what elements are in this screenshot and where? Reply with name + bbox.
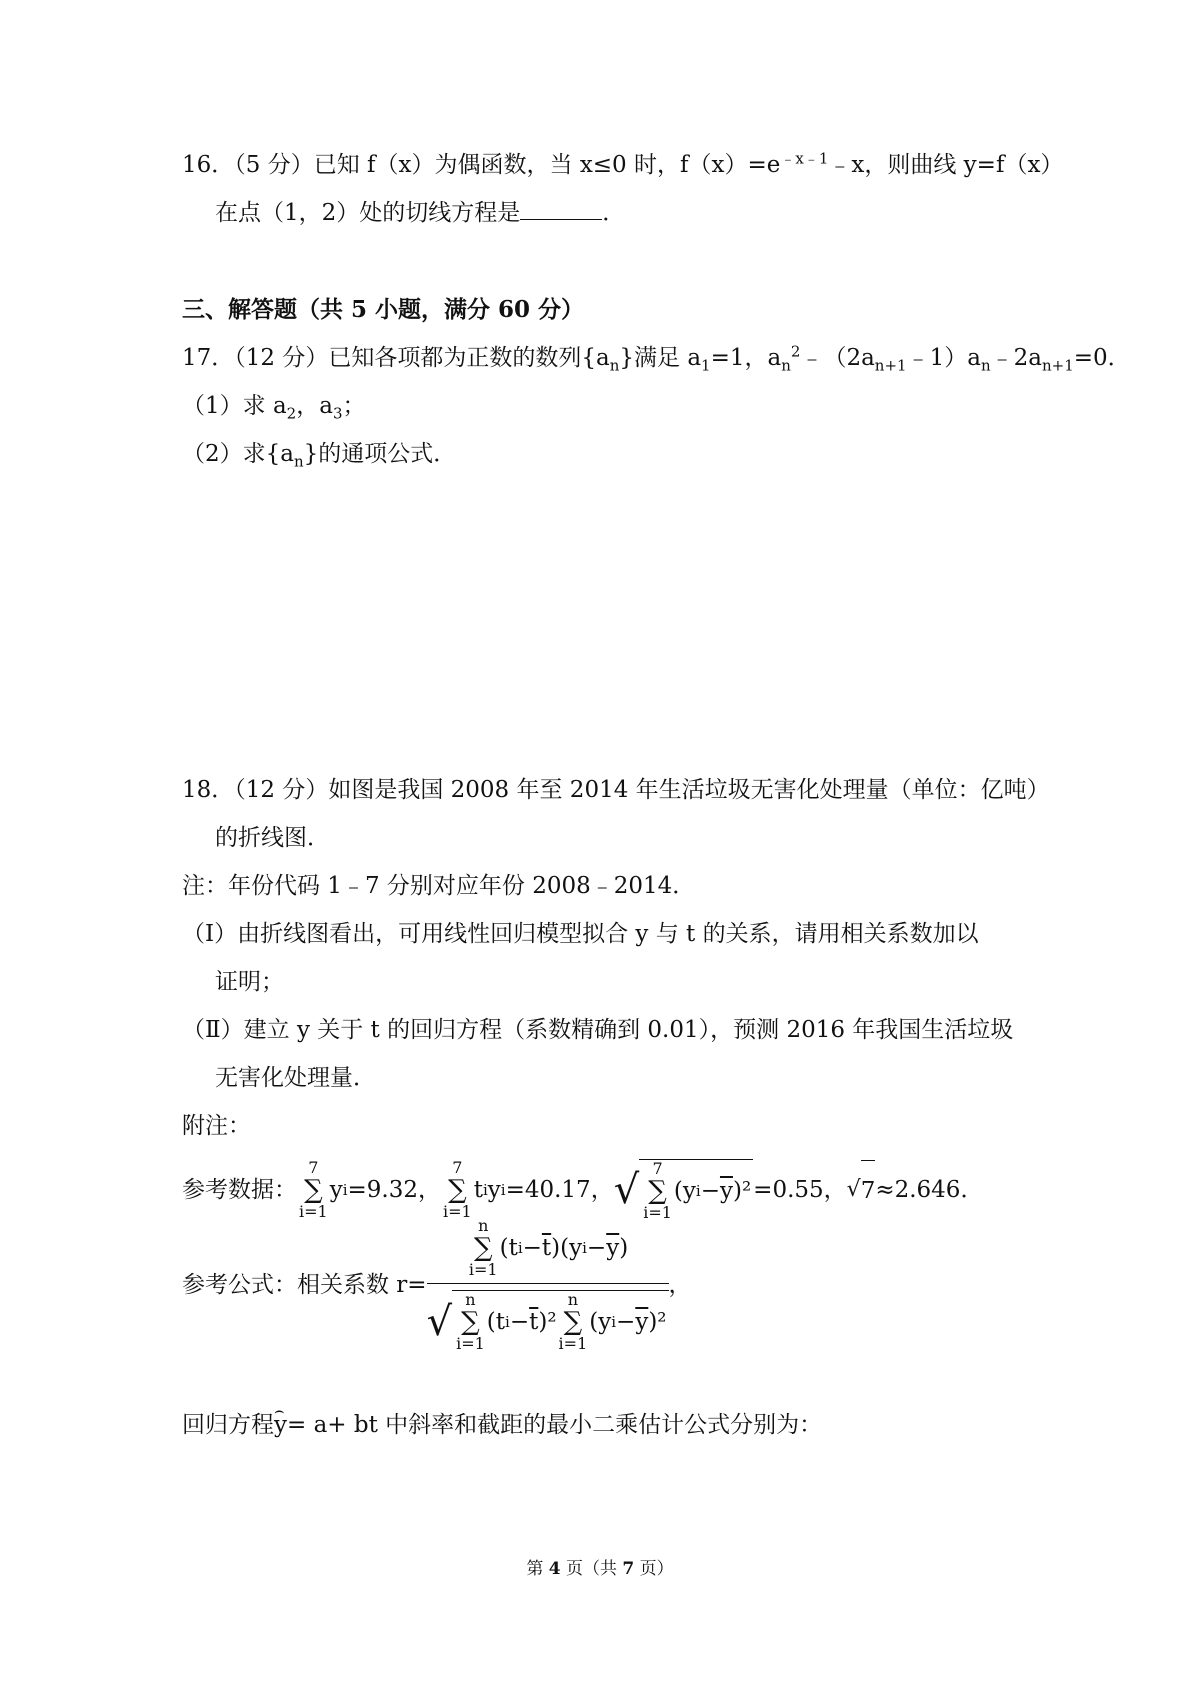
den-t-bar: $\overline{t}$ <box>529 1309 539 1335</box>
data3-minus: − <box>700 1177 720 1204</box>
data1-val: =9.32， <box>347 1177 441 1203</box>
answer-blank <box>520 199 602 220</box>
ref-formula-line <box>182 1216 692 1353</box>
sum-symbol <box>559 1291 588 1353</box>
q17-sup: 2 <box>790 342 801 361</box>
sum-top: 7 <box>452 1158 463 1177</box>
regression-eq: = a+ bt <box>287 1412 378 1438</box>
q17-stem-e: ﹣1）a <box>906 345 981 371</box>
sigma-icon: ∑ <box>461 1307 480 1337</box>
q17-sub: 1 <box>701 356 711 375</box>
num-close: ) <box>619 1235 629 1261</box>
q18-part2-a: （Ⅱ）建立 y 关于 t 的回归方程（系数精确到 0.01），预测 2016 年我国生活垃圾 <box>182 1017 1014 1043</box>
sqrt7-val: ≈2.646． <box>875 1177 984 1203</box>
num-y-bar: $\overline{y}$ <box>606 1235 620 1261</box>
sum-top: n <box>567 1290 579 1309</box>
regression-y-hat: ⌢ y <box>274 1410 287 1440</box>
correlation-fraction <box>427 1217 669 1353</box>
q16-text-b: ﹣x，则曲线 y=f（x） <box>828 152 1064 178</box>
den-y: (y <box>589 1309 612 1335</box>
radical-icon: √ <box>426 1298 453 1345</box>
q17-stem-b: }满足 a <box>619 345 702 371</box>
q16-line-2 <box>215 198 625 228</box>
sqrt7: 7 <box>861 1160 876 1221</box>
sum-symbol <box>643 1160 672 1222</box>
regression-label: 回归方程 <box>182 1412 274 1438</box>
q18-part1-b: 证明； <box>215 969 284 995</box>
den-y-minus: − <box>616 1309 636 1335</box>
q18-stem-1: 18．（12 分）如图是我国 2008 年至 2014 年生活垃圾无害化处理量（单位：亿吨） <box>182 777 1050 803</box>
sum-symbol <box>456 1291 485 1353</box>
footer-text-b: 页（共 <box>560 1559 623 1579</box>
sum-symbol <box>443 1159 472 1221</box>
num-y: )(y <box>551 1235 583 1261</box>
q17-stem-d: ﹣（2a <box>800 345 875 371</box>
sum-bottom: i=1 <box>456 1334 485 1353</box>
q17-part2-b: }的通项公式． <box>303 441 457 467</box>
sum-bottom: i=1 <box>443 1202 472 1221</box>
q18-part1-a: （Ⅰ）由折线图看出，可用线性回归模型拟合 y 与 t 的关系，请用相关系数加以 <box>182 921 979 947</box>
q17-sub: n+1 <box>874 356 907 375</box>
data2: t <box>473 1177 483 1203</box>
sigma-icon: ∑ <box>448 1175 467 1205</box>
data3-term: (y <box>673 1177 696 1204</box>
sum-bottom: i=1 <box>643 1202 672 1222</box>
page-footer <box>0 1554 1200 1579</box>
ref-data-line: 参考数据： 7 ∑ i=1 y i =9.32， 7 ∑ i=1 t i y i =40.17， √ 7 ∑ i=1 (y i − $\overline{y}$ )² =0.55， √ 7 ≈2.646． <box>182 1158 984 1222</box>
data3-val: =0.55， <box>753 1177 847 1203</box>
q17-sub: 2 <box>286 404 297 423</box>
q16-text-a: 16．（5 分）已知 f（x）为偶函数，当 x≤0 时，f（x）=e <box>182 152 781 178</box>
q18-appendix: 附注： <box>182 1113 251 1139</box>
regression-text: 中斜率和截距的最小二乘估计公式分别为： <box>377 1412 823 1438</box>
formula-comma: ， <box>668 1272 692 1298</box>
section-title: 三、解答题（共 5 小题，满分 60 分） <box>182 296 585 323</box>
q18-note: 注：年份代码 1﹣7 分别对应年份 2008﹣2014． <box>182 873 696 899</box>
q16-period: ． <box>602 200 626 226</box>
sum-symbol <box>469 1217 498 1279</box>
q17-stem <box>182 343 1131 373</box>
q17-part-2 <box>182 439 456 469</box>
footer-page: 4 <box>548 1559 561 1579</box>
den-t-close: )² <box>538 1309 557 1335</box>
sum-bottom: i=1 <box>468 1260 498 1279</box>
ref-data-label: 参考数据： <box>182 1177 297 1203</box>
q18-stem-2: 的折线图． <box>215 825 330 851</box>
num-y-minus: − <box>586 1235 607 1261</box>
sqrt-expression <box>614 1159 753 1222</box>
q17-part-1 <box>182 391 365 421</box>
q17-stem-c: =1，a <box>710 345 782 371</box>
q18-part2-b: 无害化处理量． <box>215 1065 376 1091</box>
ref-formula-label: 参考公式：相关系数 r= <box>182 1272 427 1298</box>
radical-body: 7 ∑ i=1 (y i − $\overline{y}$ )² <box>639 1159 753 1222</box>
regression-line <box>182 1410 822 1440</box>
sum-bottom: i=1 <box>558 1334 588 1353</box>
sigma-icon: ∑ <box>563 1307 583 1337</box>
sum-symbol <box>299 1159 328 1221</box>
footer-text-a: 第 <box>526 1559 549 1579</box>
q17-sub: n <box>980 356 991 375</box>
num-t-minus: − <box>522 1235 542 1261</box>
sum-top: 7 <box>652 1158 663 1178</box>
fraction-numerator: n ∑ i=1 (t i − $\overline{t}$ )(y i − $\overline{y}$ ) <box>468 1216 629 1279</box>
data3-sq: )² <box>732 1177 752 1204</box>
den-t-minus: − <box>509 1309 530 1335</box>
sum-top: 7 <box>308 1158 319 1177</box>
q17-part1-c: ； <box>342 393 366 419</box>
data1: y <box>329 1177 343 1203</box>
data2-y: y <box>487 1177 501 1203</box>
radical-body: n ∑ i=1 (t i − $\overline{t}$ )² n ∑ i=1 (y i − $\overline{y}$ )² <box>452 1290 668 1353</box>
den-t: (t <box>486 1309 505 1335</box>
data2-val: =40.17， <box>505 1177 614 1203</box>
den-y-close: )² <box>648 1309 667 1335</box>
q16-line-1 <box>182 150 1063 180</box>
q17-stem-f: ﹣2a <box>990 345 1042 371</box>
sigma-icon: ∑ <box>304 1175 323 1205</box>
sigma-icon: ∑ <box>473 1233 493 1263</box>
q16-exponent: ﹣x﹣1 <box>780 149 829 168</box>
q17-sub: n+1 <box>1041 356 1074 375</box>
q16-text-c: 在点（1，2）处的切线方程是 <box>215 200 521 226</box>
radical-icon: √ <box>613 1167 640 1213</box>
data3-bar: $\overline{y}$ <box>719 1177 733 1204</box>
q17-sub: 3 <box>332 404 343 423</box>
fraction-denominator <box>427 1283 669 1353</box>
q17-stem-g: =0． <box>1073 345 1131 371</box>
den-y-bar: $\overline{y}$ <box>635 1309 649 1335</box>
footer-total: 7 <box>622 1559 635 1579</box>
sigma-icon: ∑ <box>648 1175 667 1206</box>
q17-part1-a: （1）求 a <box>182 393 287 419</box>
num-t: (t <box>499 1235 518 1261</box>
q17-sub: n <box>609 356 620 375</box>
sum-bottom: i=1 <box>299 1202 328 1221</box>
q17-sub: n <box>781 356 791 375</box>
q17-part1-b: ，a <box>296 393 333 419</box>
footer-text-c: 页） <box>634 1559 674 1579</box>
q17-sub: n <box>293 452 304 471</box>
num-t-bar: $\overline{t}$ <box>541 1235 552 1261</box>
sum-top: n <box>465 1290 476 1309</box>
q17-part2-a: （2）求{a <box>182 441 294 467</box>
radical-icon: √ <box>846 1177 861 1202</box>
q17-stem-a: 17．（12 分）已知各项都为正数的数列{a <box>182 345 610 371</box>
sum-top: n <box>478 1216 489 1235</box>
